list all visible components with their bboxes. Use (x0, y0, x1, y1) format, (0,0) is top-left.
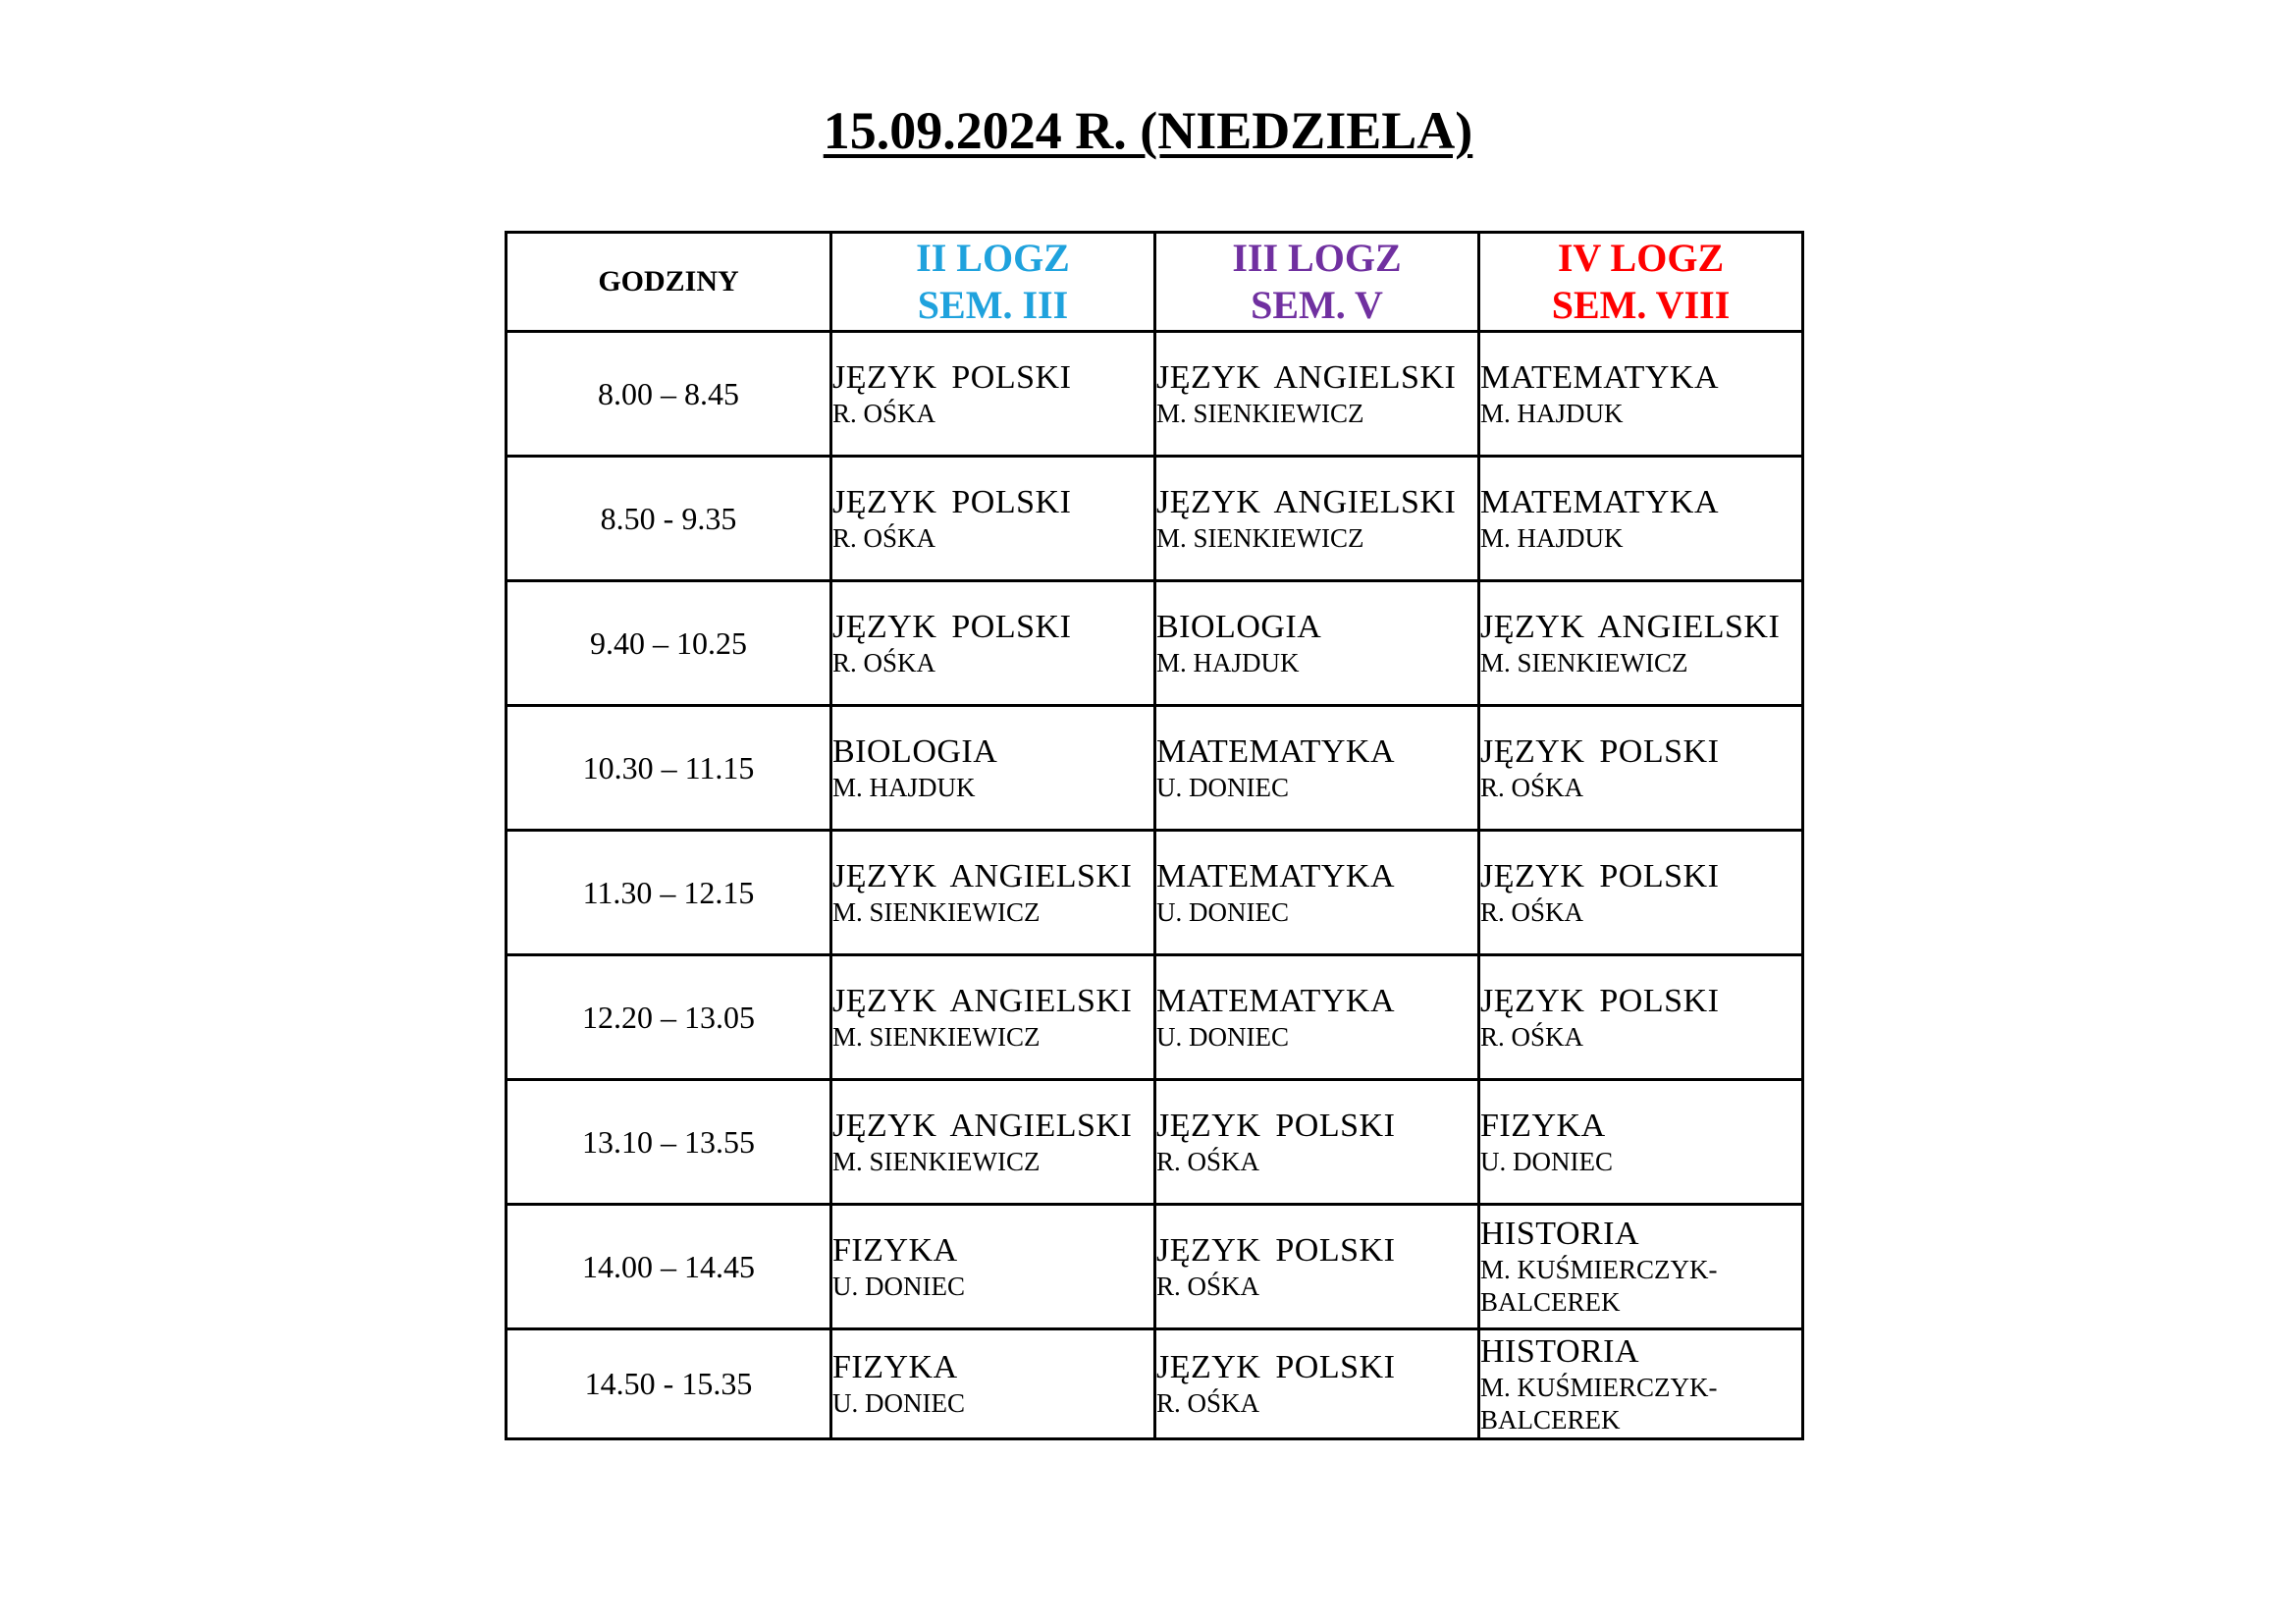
schedule-table (505, 231, 1804, 1440)
group-header-3 (1479, 233, 1803, 332)
time-slot: 8.50 - 9.35 (507, 457, 831, 581)
teacher-name: R. OŚKA (1480, 896, 1584, 927)
table-row (507, 955, 1803, 1080)
time-slot: 9.40 – 10.25 (507, 581, 831, 706)
group-header-2 (1155, 233, 1479, 332)
subject-name: MATEMATYKA (1480, 483, 1719, 520)
teacher-name: U. DONIEC (832, 1388, 965, 1418)
lesson-cell (1479, 332, 1803, 457)
lesson-cell (831, 581, 1155, 706)
table-row (507, 1329, 1803, 1439)
subject-name: JĘZYK ANGIELSKI (832, 982, 1133, 1019)
subject-name: JĘZYK ANGIELSKI (1156, 483, 1457, 520)
teacher-name: R. OŚKA (832, 647, 936, 677)
lesson-cell (1479, 457, 1803, 581)
lesson-cell (1155, 581, 1479, 706)
subject-name: JĘZYK POLSKI (832, 483, 1072, 520)
table-row (507, 1080, 1803, 1205)
table-row (507, 706, 1803, 831)
teacher-name: M. SIENKIEWICZ (1480, 647, 1688, 677)
lesson-cell (1155, 1205, 1479, 1329)
table-row (507, 332, 1803, 457)
teacher-name: R. OŚKA (832, 522, 936, 553)
subject-name: BIOLOGIA (832, 732, 998, 770)
lesson-cell (1479, 1329, 1803, 1439)
teacher-name: R. OŚKA (1156, 1388, 1260, 1418)
time-slot: 13.10 – 13.55 (507, 1080, 831, 1205)
lesson-cell (1155, 457, 1479, 581)
group-header-1 (831, 233, 1155, 332)
lesson-cell (1155, 831, 1479, 955)
page-title-text: 15.09.2024 R. (NIEDZIELA) (823, 101, 1473, 160)
subject-name: JĘZYK POLSKI (1480, 982, 1720, 1019)
lesson-cell (831, 955, 1155, 1080)
group-header-1-name: II LOGZ (916, 236, 1070, 280)
table-row (507, 457, 1803, 581)
teacher-name: M. SIENKIEWICZ (832, 1021, 1041, 1052)
group-header-2-semester: SEM. V (1251, 283, 1383, 327)
teacher-name: M. SIENKIEWICZ (1156, 522, 1364, 553)
time-slot: 14.50 - 15.35 (507, 1329, 831, 1439)
teacher-name: U. DONIEC (832, 1271, 965, 1301)
teacher-name: M. KUŚMIERCZYK-BALCEREK (1480, 1255, 1718, 1317)
teacher-name: R. OŚKA (1156, 1271, 1260, 1301)
teacher-name: M. KUŚMIERCZYK-BALCEREK (1480, 1372, 1718, 1435)
teacher-name: R. OŚKA (832, 398, 936, 428)
subject-name: JĘZYK POLSKI (1480, 732, 1720, 770)
teacher-name: M. SIENKIEWICZ (832, 1146, 1041, 1176)
subject-name: JĘZYK POLSKI (832, 608, 1072, 645)
lesson-cell (1155, 955, 1479, 1080)
subject-name: JĘZYK POLSKI (1480, 857, 1720, 894)
teacher-name: M. HAJDUK (832, 772, 976, 802)
teacher-name: U. DONIEC (1156, 772, 1289, 802)
subject-name: JĘZYK ANGIELSKI (832, 1107, 1133, 1144)
teacher-name: R. OŚKA (1156, 1146, 1260, 1176)
lesson-cell (831, 332, 1155, 457)
teacher-name: U. DONIEC (1156, 896, 1289, 927)
subject-name: FIZYKA (832, 1231, 958, 1269)
table-row (507, 1205, 1803, 1329)
teacher-name: M. SIENKIEWICZ (832, 896, 1041, 927)
lesson-cell (1479, 1080, 1803, 1205)
lesson-cell (831, 1329, 1155, 1439)
group-header-3-semester: SEM. VIII (1551, 283, 1731, 327)
teacher-name: M. HAJDUK (1480, 398, 1624, 428)
lesson-cell (1479, 831, 1803, 955)
subject-name: JĘZYK POLSKI (832, 358, 1072, 396)
subject-name: JĘZYK POLSKI (1156, 1349, 1396, 1385)
subject-name: JĘZYK POLSKI (1156, 1231, 1396, 1269)
subject-name: MATEMATYKA (1156, 857, 1395, 894)
teacher-name: U. DONIEC (1156, 1021, 1289, 1052)
time-slot: 14.00 – 14.45 (507, 1205, 831, 1329)
lesson-cell (1155, 1329, 1479, 1439)
header-row (507, 233, 1803, 332)
subject-name: JĘZYK ANGIELSKI (832, 857, 1133, 894)
time-slot: 10.30 – 11.15 (507, 706, 831, 831)
teacher-name: M. HAJDUK (1480, 522, 1624, 553)
lesson-cell (1479, 581, 1803, 706)
subject-name: HISTORIA (1480, 1332, 1640, 1370)
lesson-cell (831, 1205, 1155, 1329)
subject-name: FIZYKA (832, 1349, 958, 1385)
subject-name: FIZYKA (1480, 1107, 1606, 1144)
group-header-1-semester: SEM. III (917, 283, 1069, 327)
lesson-cell (831, 831, 1155, 955)
page-title (0, 98, 2296, 163)
teacher-name: R. OŚKA (1480, 772, 1584, 802)
subject-name: JĘZYK POLSKI (1156, 1107, 1396, 1144)
group-header-2-name: III LOGZ (1232, 236, 1402, 280)
time-slot: 12.20 – 13.05 (507, 955, 831, 1080)
lesson-cell (831, 706, 1155, 831)
lesson-cell (1479, 706, 1803, 831)
subject-name: BIOLOGIA (1156, 608, 1322, 645)
lesson-cell (1479, 1205, 1803, 1329)
lesson-cell (831, 1080, 1155, 1205)
lesson-cell (1155, 332, 1479, 457)
time-slot: 8.00 – 8.45 (507, 332, 831, 457)
hours-column-header: GODZINY (507, 233, 831, 332)
teacher-name: U. DONIEC (1480, 1146, 1613, 1176)
group-header-3-name: IV LOGZ (1557, 236, 1725, 280)
time-slot: 11.30 – 12.15 (507, 831, 831, 955)
table-row (507, 581, 1803, 706)
subject-name: JĘZYK ANGIELSKI (1156, 358, 1457, 396)
lesson-cell (1155, 1080, 1479, 1205)
teacher-name: M. HAJDUK (1156, 647, 1300, 677)
lesson-cell (1479, 955, 1803, 1080)
schedule-body (507, 332, 1803, 1439)
table-row (507, 831, 1803, 955)
teacher-name: M. SIENKIEWICZ (1156, 398, 1364, 428)
subject-name: HISTORIA (1480, 1216, 1640, 1252)
teacher-name: R. OŚKA (1480, 1021, 1584, 1052)
subject-name: MATEMATYKA (1480, 358, 1719, 396)
subject-name: MATEMATYKA (1156, 732, 1395, 770)
lesson-cell (1155, 706, 1479, 831)
lesson-cell (831, 457, 1155, 581)
subject-name: MATEMATYKA (1156, 982, 1395, 1019)
subject-name: JĘZYK ANGIELSKI (1480, 608, 1781, 645)
